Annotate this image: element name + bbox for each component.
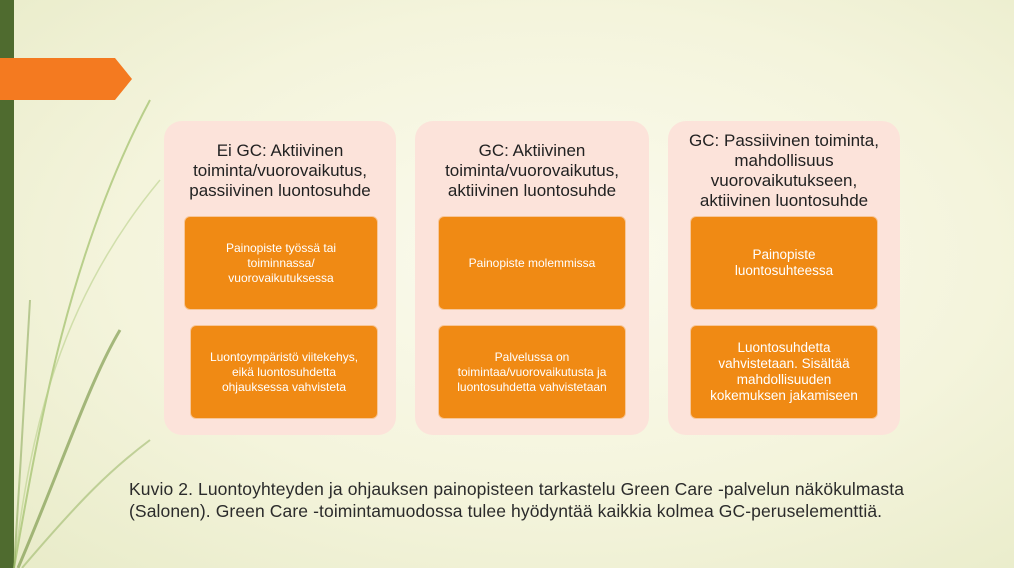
box-text: Luontosuhdetta vahvistetaan. Sisältää mahdollisuuden kokemuksen jakamiseen bbox=[710, 340, 858, 403]
box-text: Painopiste molemmissa bbox=[468, 255, 596, 270]
orange-arrow-banner bbox=[0, 58, 135, 100]
panel-gc-active bbox=[415, 121, 649, 435]
figure-caption: Kuvio 2. Luontoyhteyden ja ohjauksen painopisteen tarkastelu Green Care -palvelun näkökulmasta (Salonen). Green Care -toimintamuodossa tulee hyödyntää kaikkia kolmea GC-peruselementtiä. bbox=[129, 479, 905, 521]
panel-title: GC: Passiivinen toiminta, mahdollisuus vuorovaikutukseen, aktiivinen luontosuhde bbox=[689, 131, 879, 210]
panel-box-strengthen bbox=[438, 325, 626, 419]
panel-box-strengthen bbox=[190, 325, 378, 419]
panel-gc-passive bbox=[668, 121, 900, 435]
box-text: Painopiste työssä tai toiminnassa/ vuorovaikutuksessa bbox=[225, 240, 337, 285]
panel-box-strengthen bbox=[690, 325, 878, 419]
panel-title: GC: Aktiivinen toiminta/vuorovaikutus, aktiivinen luontosuhde bbox=[445, 141, 619, 200]
panel-box-focus bbox=[438, 216, 626, 310]
box-text: Painopiste luontosuhteessa bbox=[734, 247, 834, 278]
box-text: Luontoympäristö viitekehys, eikä luontosuhdetta ohjauksessa vahvisteta bbox=[209, 349, 359, 394]
panel-box-focus bbox=[184, 216, 378, 310]
panel-ei-gc bbox=[164, 121, 396, 435]
box-text: Palvelussa on toimintaa/vuorovaikutusta ja luontosuhdetta vahvistetaan bbox=[457, 349, 607, 394]
panel-title: Ei GC: Aktiivinen toiminta/vuorovaikutus, passiivinen luontosuhde bbox=[189, 141, 371, 200]
panel-box-focus bbox=[690, 216, 878, 310]
